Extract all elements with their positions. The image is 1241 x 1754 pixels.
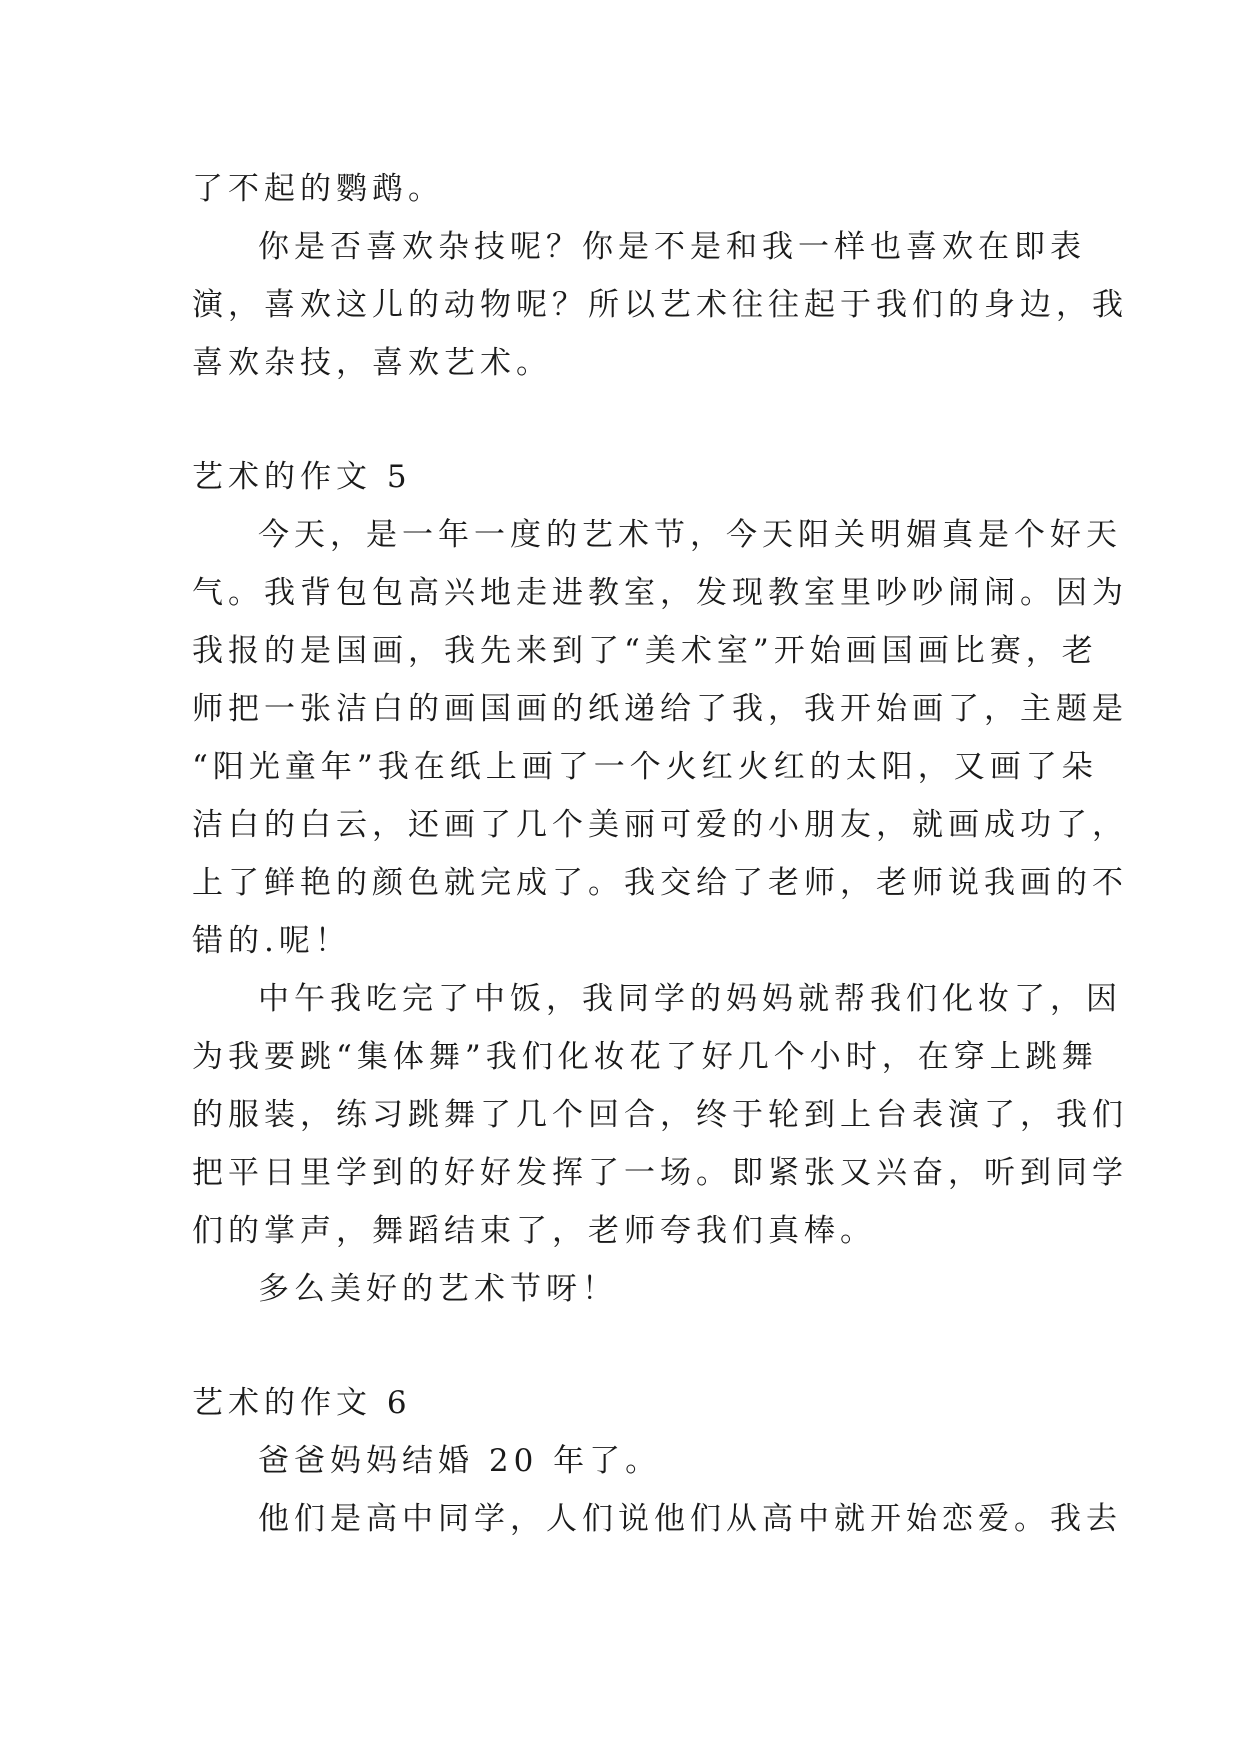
section-gap	[192, 392, 1062, 448]
document-page	[192, 160, 1128, 1548]
section-heading: 艺术的作文 5	[192, 459, 412, 495]
text-line: 师把一张洁白的画国画的纸递给了我，我开始画了，主题是	[192, 691, 1128, 727]
text-line: 气。我背包包高兴地走进教室，发现教室里吵吵闹闹。因为	[192, 575, 1128, 611]
paragraph-line: 你是否喜欢杂技呢？你是不是和我一样也喜欢在即表	[258, 229, 1086, 265]
text-line: 错的.呢！	[192, 923, 351, 959]
text-line: 演，喜欢这儿的动物呢？所以艺术往往起于我们的身边，我	[192, 287, 1128, 323]
text-line: 上了鲜艳的颜色就完成了。我交给了老师，老师说我画的不	[192, 865, 1128, 901]
paragraph-line: 他们是高中同学，人们说他们从高中就开始恋爱。我去	[258, 1501, 1122, 1537]
text-line: 我报的是国画，我先来到了“美术室”开始画国画比赛，老	[192, 633, 1098, 669]
paragraph-line: 多么美好的艺术节呀！	[258, 1271, 618, 1307]
text-line: 的服装，练习跳舞了几个回合，终于轮到上台表演了，我们	[192, 1097, 1128, 1133]
text-line: 们的掌声，舞蹈结束了，老师夸我们真棒。	[192, 1213, 876, 1249]
text-line: 把平日里学到的好好发挥了一场。即紧张又兴奋，听到同学	[192, 1155, 1128, 1191]
text-line: 为我要跳“集体舞”我们化妆花了好几个小时，在穿上跳舞	[192, 1039, 1098, 1075]
paragraph-line: 今天，是一年一度的艺术节，今天阳关明媚真是个好天	[258, 517, 1122, 553]
text-line: 喜欢杂技，喜欢艺术。	[192, 345, 552, 381]
section-gap	[192, 1318, 1062, 1374]
section-heading: 艺术的作文 6	[192, 1385, 412, 1421]
paragraph-line: 中午我吃完了中饭，我同学的妈妈就帮我们化妆了，因	[258, 981, 1122, 1017]
paragraph-line: 爸爸妈妈结婚 20 年了。	[258, 1443, 662, 1479]
text-line: “阳光童年”我在纸上画了一个火红火红的太阳，又画了朵	[192, 749, 1098, 785]
text-line: 了不起的鹦鹉。	[192, 171, 444, 207]
text-line: 洁白的白云，还画了几个美丽可爱的小朋友，就画成功了，	[192, 807, 1128, 843]
